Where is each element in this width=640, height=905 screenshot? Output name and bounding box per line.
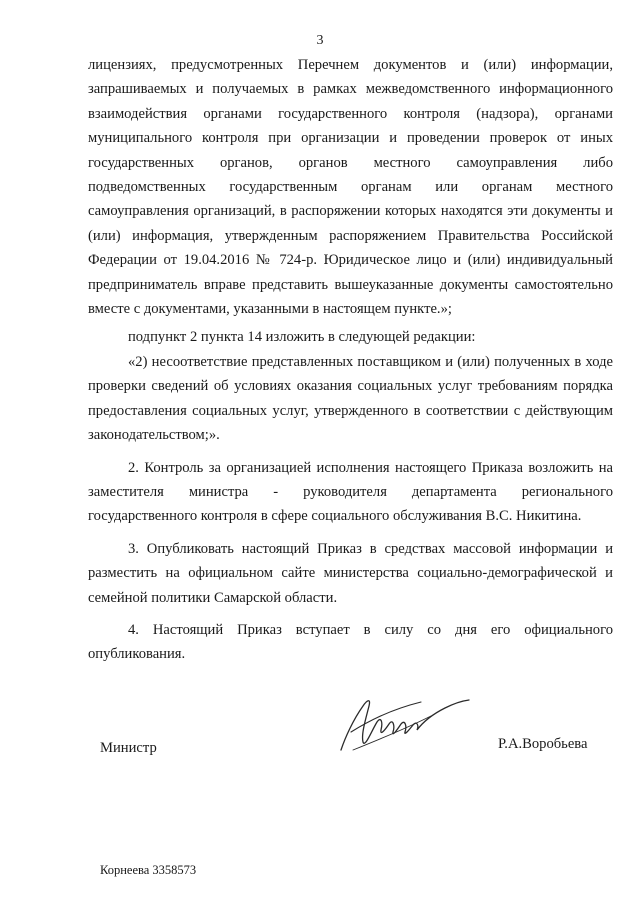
paragraph-item-3: 3. Опубликовать настоящий Приказ в средствах массовой информации и разместить на официальном сайте министерства социально-демографической и семейной политики Самарской области.: [88, 540, 613, 606]
executor-info: Корнеева 3358573: [100, 863, 197, 877]
paragraph-item-4: 4. Настоящий Приказ вступает в силу со дня его официального опубликования.: [88, 621, 613, 663]
paragraph-continuation: лицензиях, предусмотренных Перечнем документов и (или) информации, запрашиваемых и получаемых в рамках межведомственного информационного взаимодействия органами государственного контроля (надзора), органами муниципального контроля при организации и проведении проверок от иных государственных органов, органов местного самоуправления либо подведомственных государственным органам или органам местного самоуправления организаций, в распоряжении которых находятся эти документы и (или) информация, утвержденным распоряжением Правительства Российской Федерации от 19.04.2016 № 724-р. Юридическое лицо и (или) индивидуальный предприниматель вправе представить вышеуказанные документы самостоятельно вместе с документами, указанными в настоящем пункте.»;: [88, 57, 613, 318]
page-number: 3: [316, 33, 324, 48]
paragraph-subpoint-text: «2) несоответствие представленных поставщиком и (или) полученных в ходе проверки сведений об условиях оказания социальных услуг требованиям порядка предоставления социальных услуг, утвержденного в соответствии с действующим законодательством;».: [88, 353, 613, 444]
handwritten-signature: [333, 692, 473, 754]
paragraph-item-2: 2. Контроль за организацией исполнения настоящего Приказа возложить на заместителя министра - руководителя департамента регионального государственного контроля в сфере социального обслуживания В.С. Никитина.: [88, 459, 613, 525]
signatory-position: Министр: [100, 740, 157, 756]
signatory-name: Р.А.Воробьева: [498, 736, 588, 752]
paragraph-subpoint-intro: подпункт 2 пункта 14 изложить в следующей редакции:: [128, 329, 476, 346]
document-body: [88, 53, 613, 667]
